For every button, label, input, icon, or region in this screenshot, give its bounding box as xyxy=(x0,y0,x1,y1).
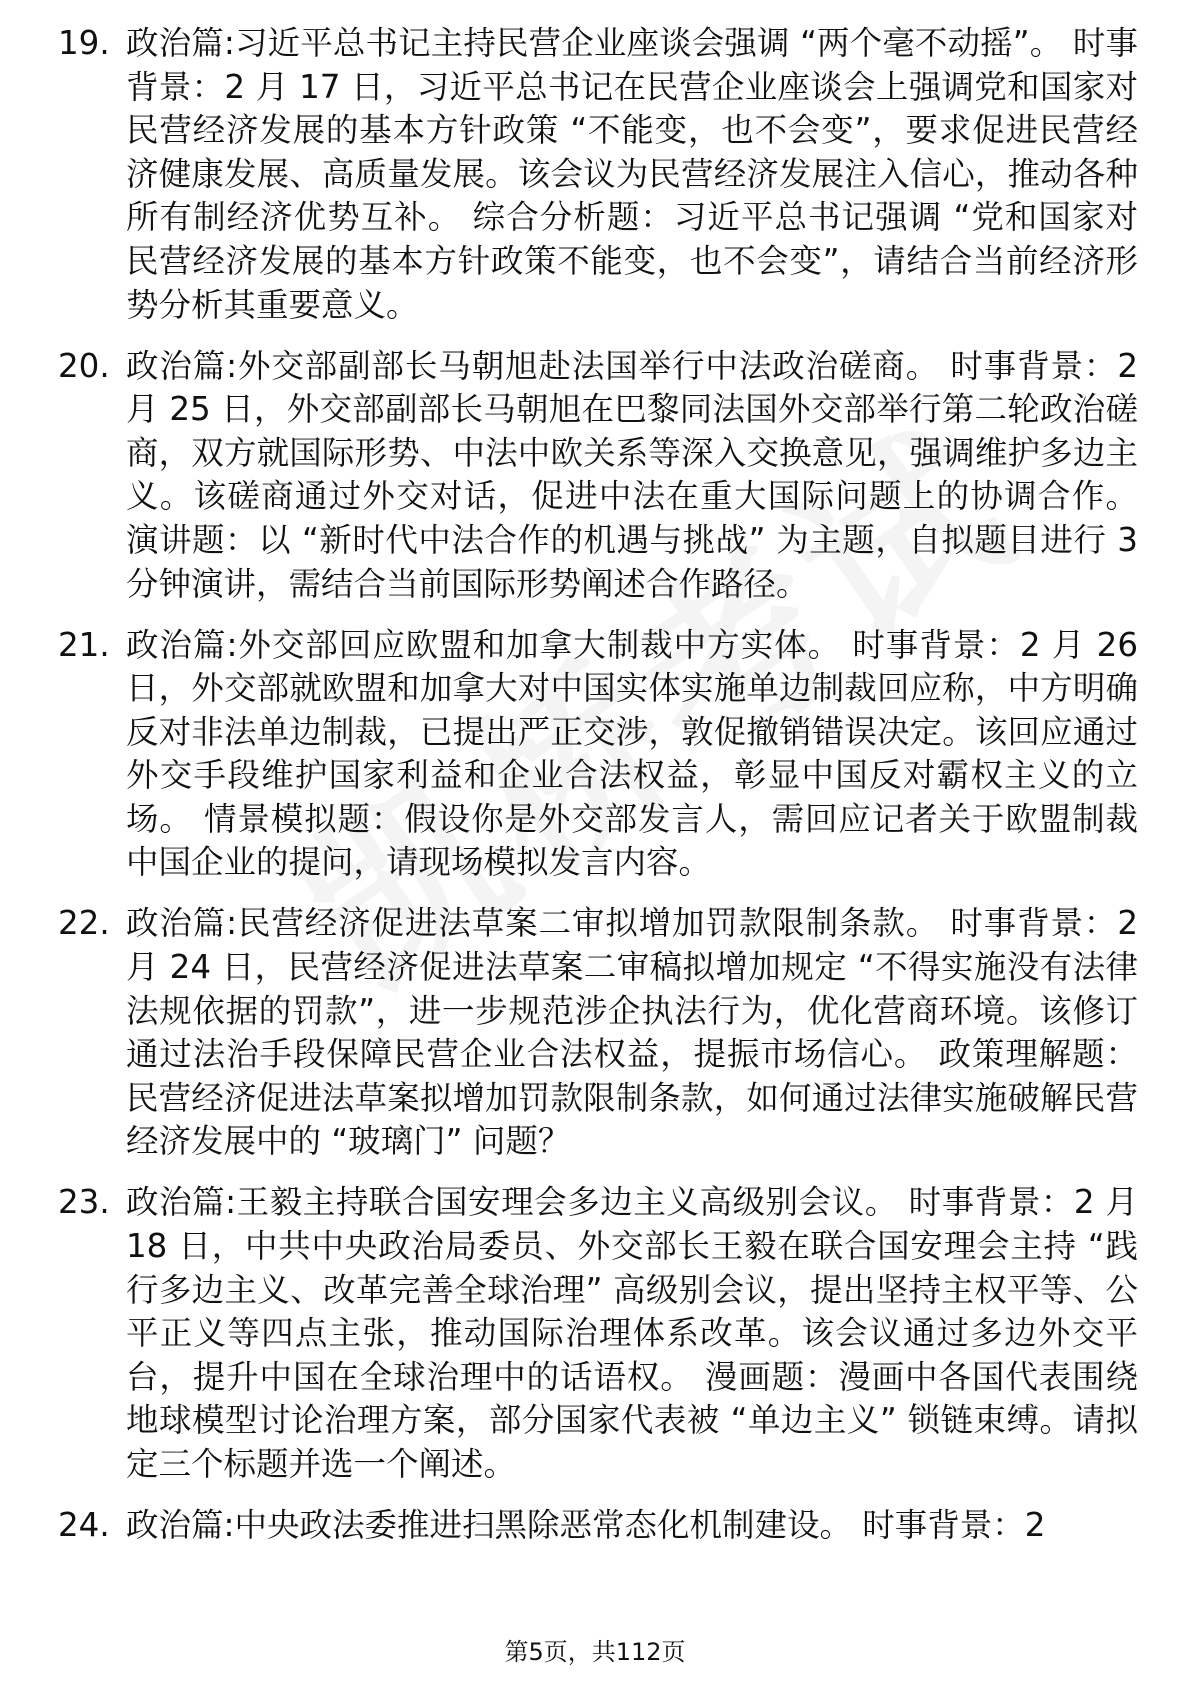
item-text: 政治篇:民营经济促进法草案二审拟增加罚款限制条款。 时事背景：2 月 24 日，民营经济促进法草案二审稿拟增加规定 “不得实施没有法律法规依据的罚款”，进一步规范涉企执法行为，优化营商环境。该修订通过法治手段保障民营企业合法权益，提振市场信心。 政策理解题：民营经济促进法草案拟增加罚款限制条款，如何通过法律实施破解民营经济发展中的 “玻璃门” 问题？ xyxy=(126,904,1138,1161)
item-number: 20. xyxy=(58,346,110,385)
item-text: 政治篇:习近平总书记主持民营企业座谈会强调 “两个毫不动摇”。 时事背景：2 月 17 日，习近平总书记在民营企业座谈会上强调党和国家对民营经济发展的基本方针政策 “不能变，也不会变”，要求促进民营经济健康发展、高质量发展。该会议为民营经济发展注入信心，推动各种所有制经济优势互补。 综合分析题：习近平总书记强调 “党和国家对民营经济发展的基本方针政策不能变，也不会变”，请结合当前经济形势分析其重要意义。 xyxy=(126,24,1138,324)
item-text: 政治篇:王毅主持联合国安理会多边主义高级别会议。 时事背景：2 月 18 日，中共中央政治局委员、外交部长王毅在联合国安理会主持 “践行多边主义、改革完善全球治理” 高级别会议，提出坚持主权平等、公平正义等四点主张，推动国际治理体系改革。该会议通过多边外交平台，提升中国在全球治理中的话语权。 漫画题：漫画中各国代表围绕地球模型讨论治理方案，部分国家代表被 “单边主义” 锁链束缚。请拟定三个标题并选一个阐述。 xyxy=(126,1183,1138,1483)
list-item-20 xyxy=(58,345,1138,607)
list-item-24 xyxy=(58,1504,1138,1548)
item-number: 24. xyxy=(58,1505,110,1544)
item-text: 政治篇:中央政法委推进扫黑除恶常态化机制建设。 时事背景：2 xyxy=(126,1505,1046,1544)
item-text: 政治篇:外交部回应欧盟和加拿大制裁中方实体。 时事背景：2 月 26 日，外交部就欧盟和加拿大对中国实体实施单边制裁回应称，中方明确反对非法单边制裁，已提出严正交涉，敦促撤销错误决定。该回应通过外交手段维护国家利益和企业合法权益，彰显中国反对霸权主义的立场。 情景模拟题：假设你是外交部发言人，需回应记者关于欧盟制裁中国企业的提问，请现场模拟发言内容。 xyxy=(126,625,1138,882)
list-item-22 xyxy=(58,902,1138,1164)
item-text: 政治篇:外交部副部长马朝旭赴法国举行中法政治磋商。 时事背景：2 月 25 日，外交部副部长马朝旭在巴黎同法国外交部举行第二轮政治磋商，双方就国际形势、中法中欧关系等深入交换意见，强调维护多边主义。该磋商通过外交对话，促进中法在重大国际问题上的协调合作。 演讲题：以 “新时代中法合作的机遇与挑战” 为主题，自拟题目进行 3 分钟演讲，需结合当前国际形势阐述合作路径。 xyxy=(126,346,1138,603)
item-number: 21. xyxy=(58,625,110,664)
list-item-23 xyxy=(58,1181,1138,1486)
list-item-21 xyxy=(58,624,1138,886)
document-body xyxy=(58,22,1138,1548)
page-footer: 第5页，共112页 xyxy=(504,1638,686,1666)
list-item-19 xyxy=(58,22,1138,327)
item-number: 22. xyxy=(58,904,110,943)
item-number: 23. xyxy=(58,1183,110,1222)
item-number: 19. xyxy=(58,24,110,62)
